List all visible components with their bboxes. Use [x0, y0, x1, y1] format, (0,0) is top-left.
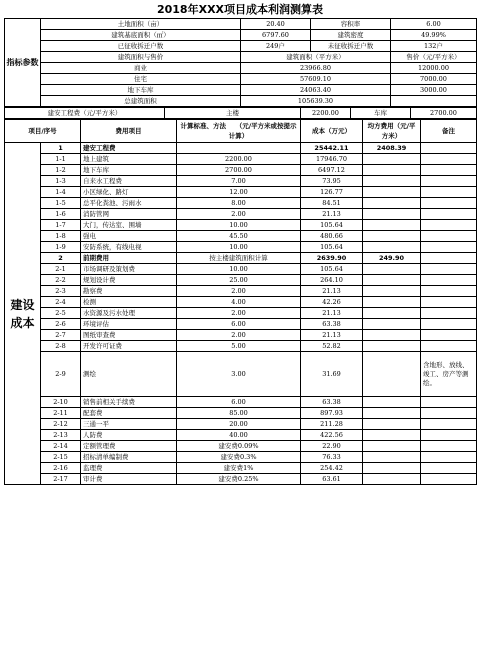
row-avg-cost — [363, 286, 421, 297]
row-method: 3.00 — [177, 352, 301, 397]
row-method: 建安费1% — [177, 463, 301, 474]
row-note — [421, 154, 477, 165]
row-avg-cost — [363, 242, 421, 253]
row-avg-cost — [363, 275, 421, 286]
row-method — [177, 143, 301, 154]
row-note — [421, 408, 477, 419]
row-method: 6.00 — [177, 397, 301, 408]
row-note — [421, 463, 477, 474]
row-avg-cost — [363, 264, 421, 275]
row-number: 1-5 — [41, 198, 81, 209]
row-avg-cost — [363, 176, 421, 187]
table-row — [5, 198, 477, 209]
row-method: 10.00 — [177, 220, 301, 231]
indicator-label: 地下车库 — [41, 85, 241, 96]
row-cost-item: 水资源及污水处理 — [81, 308, 177, 319]
indicator-value: 6.00 — [391, 19, 477, 30]
row-method: 建安费0.09% — [177, 441, 301, 452]
row-number: 1-2 — [41, 165, 81, 176]
row-note — [421, 187, 477, 198]
row-cost-item: 三通一平 — [81, 419, 177, 430]
row-avg-cost — [363, 198, 421, 209]
row-method: 40.00 — [177, 430, 301, 441]
indicator-value: 6797.60 — [241, 30, 311, 41]
row-avg-cost — [363, 341, 421, 352]
unit-cost-table — [4, 107, 477, 119]
row-number: 2-8 — [41, 341, 81, 352]
row-avg-cost: 2408.39 — [363, 143, 421, 154]
row-note — [421, 474, 477, 485]
row-method: 按主楼建筑面积计算 — [177, 253, 301, 264]
row-number: 2-15 — [41, 452, 81, 463]
row-method: 8.00 — [177, 198, 301, 209]
table-row — [5, 176, 477, 187]
row-method: 25.00 — [177, 275, 301, 286]
row-cost-item: 开发许可证费 — [81, 341, 177, 352]
row-cost: 211.28 — [301, 419, 363, 430]
row-method: 2.00 — [177, 209, 301, 220]
header-note: 备注 — [421, 120, 477, 143]
row-note — [421, 264, 477, 275]
table-row — [5, 143, 477, 154]
header-avg-cost: 均方费用（元/平方米） — [363, 120, 421, 143]
row-note — [421, 209, 477, 220]
row-cost: 126.77 — [301, 187, 363, 198]
table-row — [5, 264, 477, 275]
row-note: 含地形、放线、竣工、房产等测绘。 — [421, 352, 477, 397]
row-cost-item: 安防系统，有线电视 — [81, 242, 177, 253]
row-note — [421, 143, 477, 154]
row-cost-item: 前期费用 — [81, 253, 177, 264]
row-cost-item: 小区绿化、路灯 — [81, 187, 177, 198]
row-method: 10.00 — [177, 264, 301, 275]
row-method: 2.00 — [177, 330, 301, 341]
row-cost: 73.95 — [301, 176, 363, 187]
row-avg-cost: 249.90 — [363, 253, 421, 264]
unit-cost-label: 建安工程费（元/平方米） — [5, 108, 165, 119]
row-cost: 25442.11 — [301, 143, 363, 154]
row-number: 1-7 — [41, 220, 81, 231]
table-row — [5, 341, 477, 352]
row-method: 6.00 — [177, 319, 301, 330]
row-number: 2-2 — [41, 275, 81, 286]
row-note — [421, 452, 477, 463]
table-row — [5, 330, 477, 341]
row-method: 7.00 — [177, 176, 301, 187]
indicator-value: 132户 — [391, 41, 477, 52]
row-number: 2-7 — [41, 330, 81, 341]
row-note — [421, 220, 477, 231]
row-cost-item: 定额管理费 — [81, 441, 177, 452]
row-cost: 6497.12 — [301, 165, 363, 176]
row-cost-item: 图纸审查费 — [81, 330, 177, 341]
row-cost: 21.13 — [301, 308, 363, 319]
indicator-row — [5, 41, 477, 52]
table-row — [5, 154, 477, 165]
row-cost-item: 市场调研及策划费 — [81, 264, 177, 275]
table-row — [5, 474, 477, 485]
row-note — [421, 198, 477, 209]
indicator-label: 建筑面积与售价 — [41, 52, 241, 63]
table-row — [5, 419, 477, 430]
row-avg-cost — [363, 430, 421, 441]
row-note — [421, 297, 477, 308]
row-cost-item: 大门，传达室、围墙 — [81, 220, 177, 231]
row-number: 2-3 — [41, 286, 81, 297]
indicator-blank — [391, 96, 477, 107]
indicator-label: 未征收拆迁户数 — [311, 41, 391, 52]
table-row — [5, 242, 477, 253]
indicator-row — [5, 85, 477, 96]
row-avg-cost — [363, 231, 421, 242]
indicator-row — [5, 74, 477, 85]
table-row — [5, 165, 477, 176]
table-row — [5, 297, 477, 308]
unit-cost-row — [5, 108, 477, 119]
row-cost-item: 监理费 — [81, 463, 177, 474]
header-cost-item: 费用项目 — [81, 120, 177, 143]
row-cost: 105.64 — [301, 242, 363, 253]
row-method: 5.00 — [177, 341, 301, 352]
indicator-value: 23966.80 — [241, 63, 391, 74]
table-row — [5, 253, 477, 264]
row-note — [421, 308, 477, 319]
row-number: 1-6 — [41, 209, 81, 220]
row-avg-cost — [363, 154, 421, 165]
table-row — [5, 275, 477, 286]
row-cost-item: 人防费 — [81, 430, 177, 441]
row-method: 10.00 — [177, 242, 301, 253]
row-avg-cost — [363, 463, 421, 474]
row-method: 2.00 — [177, 286, 301, 297]
row-cost: 480.66 — [301, 231, 363, 242]
row-number: 2-16 — [41, 463, 81, 474]
indicator-value: 12000.00 — [391, 63, 477, 74]
row-note — [421, 286, 477, 297]
row-cost-item: 地下车库 — [81, 165, 177, 176]
row-note — [421, 341, 477, 352]
row-note — [421, 330, 477, 341]
row-number: 1 — [41, 143, 81, 154]
row-number: 2-6 — [41, 319, 81, 330]
spreadsheet — [4, 2, 476, 485]
row-number: 1-8 — [41, 231, 81, 242]
indicator-label: 建筑基底面积（㎡） — [41, 30, 241, 41]
indicator-value: 105639.30 — [241, 96, 391, 107]
row-cost: 31.69 — [301, 352, 363, 397]
row-cost-item: 总平化粪池、污雨水 — [81, 198, 177, 209]
table-row — [5, 463, 477, 474]
row-cost: 17946.70 — [301, 154, 363, 165]
garage-label: 车库 — [351, 108, 411, 119]
row-cost: 42.26 — [301, 297, 363, 308]
row-cost: 21.13 — [301, 209, 363, 220]
cost-table — [4, 119, 477, 485]
table-row — [5, 452, 477, 463]
row-note — [421, 176, 477, 187]
indicator-value: 249户 — [241, 41, 311, 52]
row-note — [421, 165, 477, 176]
row-number: 2-11 — [41, 408, 81, 419]
row-cost-item: 消防管网 — [81, 209, 177, 220]
table-row — [5, 441, 477, 452]
row-number: 2-13 — [41, 430, 81, 441]
row-note — [421, 242, 477, 253]
indicator-label: 已征收拆迁户数 — [41, 41, 241, 52]
row-cost: 52.82 — [301, 341, 363, 352]
row-number: 2-4 — [41, 297, 81, 308]
indicator-label: 商业 — [41, 63, 241, 74]
indicator-row — [5, 96, 477, 107]
row-cost-item: 招标清单编制费 — [81, 452, 177, 463]
row-method: 4.00 — [177, 297, 301, 308]
indicator-row — [5, 30, 477, 41]
table-row — [5, 231, 477, 242]
row-avg-cost — [363, 408, 421, 419]
indicator-value: 3000.00 — [391, 85, 477, 96]
row-cost: 2639.90 — [301, 253, 363, 264]
row-avg-cost — [363, 209, 421, 220]
row-method: 85.00 — [177, 408, 301, 419]
row-number: 1-4 — [41, 187, 81, 198]
row-cost-item: 自来水工程费 — [81, 176, 177, 187]
main-building-value: 2200.00 — [301, 108, 351, 119]
row-avg-cost — [363, 419, 421, 430]
row-method: 建安费0.3% — [177, 452, 301, 463]
row-avg-cost — [363, 452, 421, 463]
indicator-value: 建筑面积（平方米） — [241, 52, 391, 63]
row-cost: 63.38 — [301, 319, 363, 330]
row-method: 12.00 — [177, 187, 301, 198]
row-cost-item: 环境评估 — [81, 319, 177, 330]
indicator-row — [5, 63, 477, 74]
row-cost: 63.38 — [301, 397, 363, 408]
cost-table-header — [5, 120, 477, 143]
sheet-title: 2018年XXX项目成本利润测算表 — [156, 3, 324, 16]
indicator-label: 土地面积（亩） — [41, 19, 241, 30]
row-cost: 21.13 — [301, 330, 363, 341]
indicator-table — [4, 18, 477, 107]
row-note — [421, 231, 477, 242]
row-cost: 105.64 — [301, 264, 363, 275]
row-cost-item: 地上建筑 — [81, 154, 177, 165]
row-cost: 22.90 — [301, 441, 363, 452]
row-number: 2-10 — [41, 397, 81, 408]
row-number: 1-9 — [41, 242, 81, 253]
table-row — [5, 352, 477, 397]
row-number: 2-9 — [41, 352, 81, 397]
row-cost-item: 测绘 — [81, 352, 177, 397]
row-avg-cost — [363, 474, 421, 485]
row-cost-item: 勘察费 — [81, 286, 177, 297]
row-avg-cost — [363, 220, 421, 231]
row-cost: 63.61 — [301, 474, 363, 485]
table-row — [5, 408, 477, 419]
row-avg-cost — [363, 319, 421, 330]
table-row — [5, 308, 477, 319]
row-cost: 264.10 — [301, 275, 363, 286]
section-side-label: 建设成本 — [5, 143, 41, 485]
row-cost: 21.13 — [301, 286, 363, 297]
row-cost: 897.93 — [301, 408, 363, 419]
row-number: 1-3 — [41, 176, 81, 187]
row-avg-cost — [363, 308, 421, 319]
row-number: 1-1 — [41, 154, 81, 165]
indicator-value: 24063.40 — [241, 85, 391, 96]
table-row — [5, 319, 477, 330]
indicator-value: 57609.10 — [241, 74, 391, 85]
row-cost-item: 配套费 — [81, 408, 177, 419]
row-cost: 76.33 — [301, 452, 363, 463]
row-cost-item: 检测 — [81, 297, 177, 308]
row-avg-cost — [363, 297, 421, 308]
row-method: 45.50 — [177, 231, 301, 242]
row-avg-cost — [363, 441, 421, 452]
row-cost: 105.64 — [301, 220, 363, 231]
row-cost-item: 规划设计费 — [81, 275, 177, 286]
table-row — [5, 187, 477, 198]
table-row — [5, 209, 477, 220]
row-method: 建安费0.25% — [177, 474, 301, 485]
header-cost: 成本（万元） — [301, 120, 363, 143]
indicator-label: 容积率 — [311, 19, 391, 30]
indicator-row — [5, 52, 477, 63]
row-cost: 84.51 — [301, 198, 363, 209]
indicator-label: 住宅 — [41, 74, 241, 85]
row-cost-item: 强电 — [81, 231, 177, 242]
row-number: 2 — [41, 253, 81, 264]
main-building-label: 主楼 — [165, 108, 301, 119]
row-avg-cost — [363, 397, 421, 408]
row-note — [421, 319, 477, 330]
indicator-row — [5, 19, 477, 30]
row-cost-item: 建安工程费 — [81, 143, 177, 154]
row-method: 2.00 — [177, 308, 301, 319]
row-note — [421, 253, 477, 264]
row-method: 2200.00 — [177, 154, 301, 165]
row-number: 2-17 — [41, 474, 81, 485]
row-method: 20.00 — [177, 419, 301, 430]
row-avg-cost — [363, 352, 421, 397]
indicator-label: 总建筑面积 — [41, 96, 241, 107]
row-cost: 422.56 — [301, 430, 363, 441]
header-method: 计算标准、方法 （元/平方米或按提示计算） — [177, 120, 301, 143]
row-note — [421, 397, 477, 408]
row-note — [421, 441, 477, 452]
row-avg-cost — [363, 187, 421, 198]
indicator-value: 7000.00 — [391, 74, 477, 85]
row-avg-cost — [363, 330, 421, 341]
table-row — [5, 286, 477, 297]
row-cost: 254.42 — [301, 463, 363, 474]
row-number: 2-14 — [41, 441, 81, 452]
table-row — [5, 220, 477, 231]
indicator-value: 售价（元/平方米） — [391, 52, 477, 63]
row-number: 2-12 — [41, 419, 81, 430]
row-method: 2700.00 — [177, 165, 301, 176]
garage-value: 2700.00 — [411, 108, 477, 119]
row-note — [421, 430, 477, 441]
indicator-value: 20.40 — [241, 19, 311, 30]
row-number: 2-5 — [41, 308, 81, 319]
row-cost-item: 审计费 — [81, 474, 177, 485]
indicator-value: 49.99% — [391, 30, 477, 41]
header-item-no: 项目/序号 — [5, 120, 81, 143]
table-row — [5, 397, 477, 408]
table-row — [5, 430, 477, 441]
indicator-label: 建筑密度 — [311, 30, 391, 41]
row-note — [421, 275, 477, 286]
row-note — [421, 419, 477, 430]
row-cost-item: 销售前相关手续费 — [81, 397, 177, 408]
row-avg-cost — [363, 165, 421, 176]
indicator-side-label: 指标参数 — [5, 19, 41, 107]
row-number: 2-1 — [41, 264, 81, 275]
